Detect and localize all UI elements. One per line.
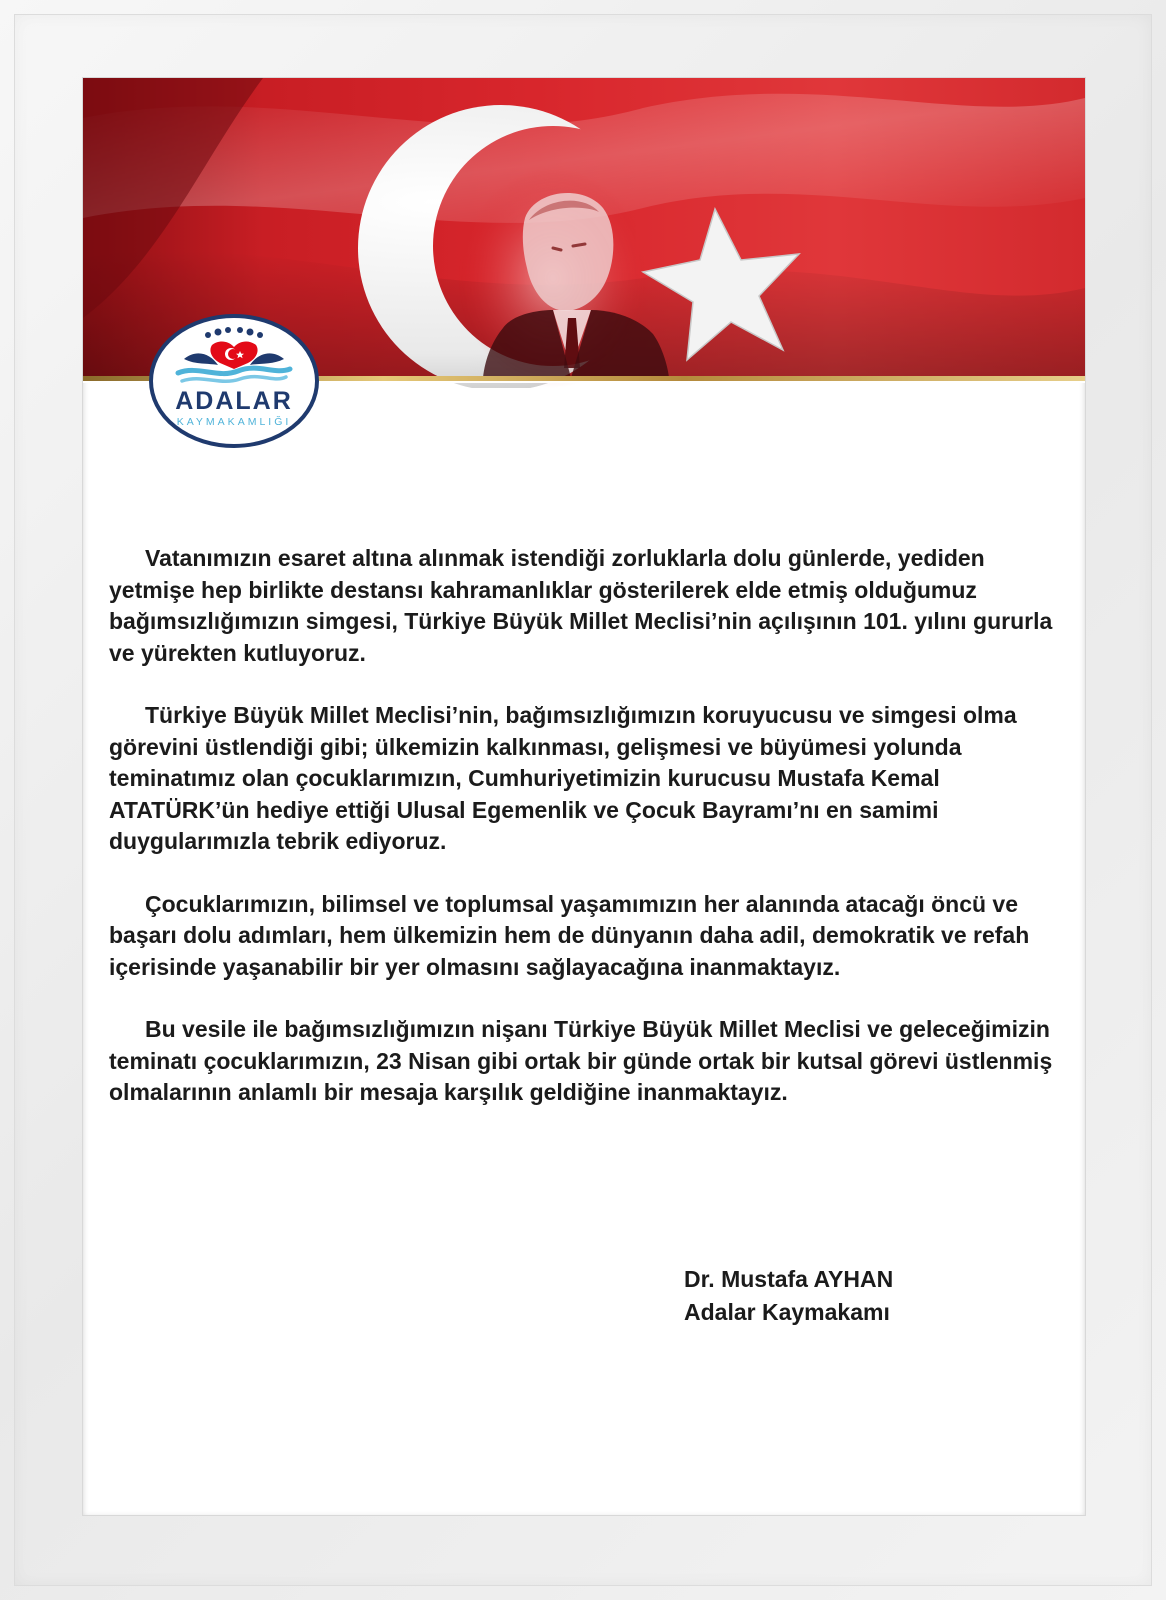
signature-name: Dr. Mustafa AYHAN (684, 1266, 894, 1292)
letter-paper (83, 78, 1085, 1515)
paragraph-1: Vatanımızın esaret altına alınmak istendiği zorluklarla dolu günlerde, yediden yetmişe hep birlikte destansı kahramanlıklar gösterilerek elde etmiş olduğumuz bağımsızlığımızın simgesi, Türkiye Büyük Millet Meclisi’nin açılışının 101. yılını gururla ve yürekten kutluyoruz. (109, 545, 1053, 666)
paragraph-3: Çocuklarımızın, bilimsel ve toplumsal yaşamımızın her alanında atacağı öncü ve başarı dolu adımları, hem ülkemizin hem de dünyanın daha adil, demokratik ve refah içerisinde yaşanabilir bir yer olmasını sağlayacağına inanmaktayız. (109, 890, 1030, 980)
letter-body (109, 543, 1059, 1140)
signature-block (684, 1263, 893, 1329)
paragraph-2: Türkiye Büyük Millet Meclisi’nin, bağımsızlığımızın koruyucusu ve simgesi olma görevini üstlendiği gibi; ülkemizin kalkınması, gelişmesi ve büyümesi yolunda teminatımız olan çocuklarımızın, Cumhuriyetimizin kurucusu Mustafa Kemal ATATÜRK’ün hediye ettiği Ulusal Egemenlik ve Çocuk Bayramı’nı en samimi duygularımızla tebrik ediyoruz. (109, 702, 1017, 854)
adalar-kaymakamligi-logo (148, 313, 320, 449)
logo-title: ADALAR (175, 387, 293, 415)
paragraph-4: Bu vesile ile bağımsızlığımızın nişanı Türkiye Büyük Millet Meclisi ve geleceğimizin teminatı çocuklarımızın, 23 Nisan gibi ortak bir günde ortak bir kutsal görevi üstlenmiş olmalarının anlamlı bir mesaja karşılık geldiğine inanmaktayız. (109, 1016, 1053, 1105)
logo-subtitle: KAYMAKAMLIĞI (176, 416, 292, 428)
signature-title: Adalar Kaymakamı (684, 1299, 890, 1325)
